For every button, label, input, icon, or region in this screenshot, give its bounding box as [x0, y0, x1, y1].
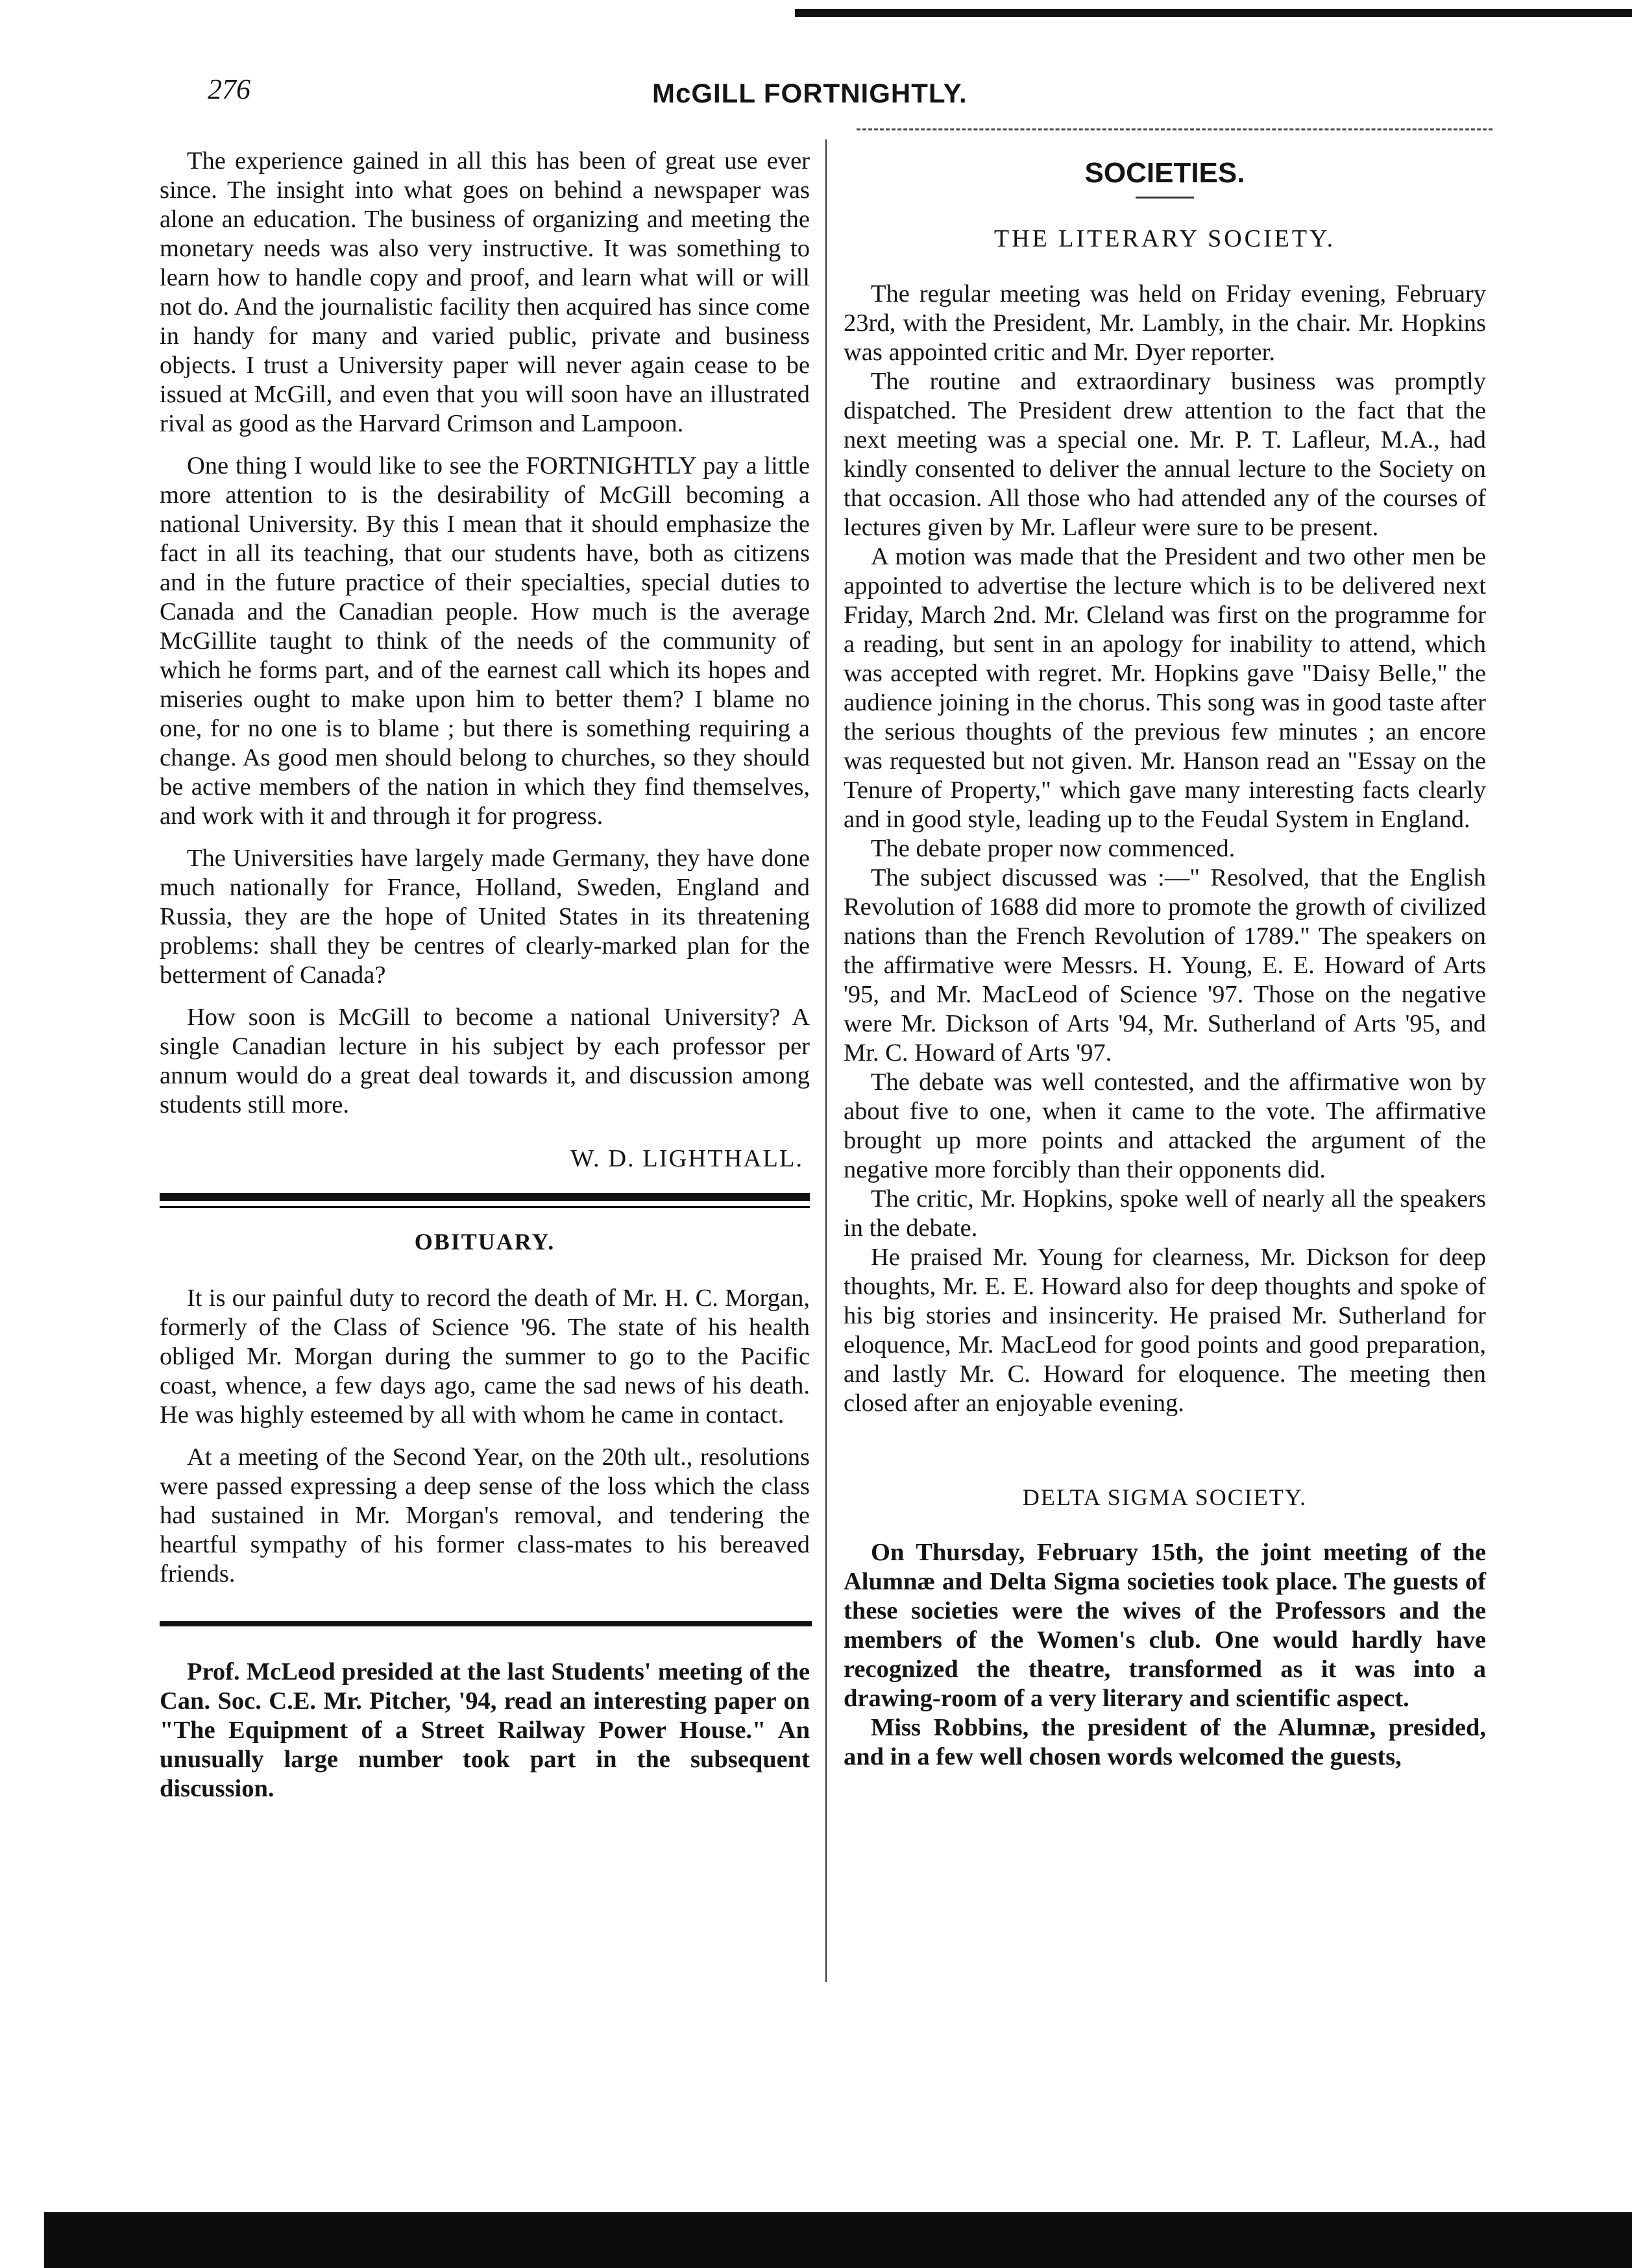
page-number: 276: [208, 73, 250, 105]
top-rule: [795, 9, 1632, 17]
literary-paragraph-5: The subject discussed was :—" Resolved, that the English Revolution of 1688 did more to promote the growth of civilized nations than the French Revolution of 1789." The speakers on the affirmative were Messrs. H. Young, E. E. Howard of Arts '95, and Mr. MacLeod of Science '97. Those on the negative were Mr. Dickson of Arts '94, Mr. Sutherland of Arts '95, and Mr. C. Howard of Arts '97.: [844, 864, 1486, 1067]
letter-article: [160, 147, 810, 1174]
literary-society-title: THE LITERARY SOCIETY.: [993, 225, 1336, 252]
literary-paragraph-1: The regular meeting was held on Friday evening, February 23rd, with the President, Mr. Lambly, in the chair. Mr. Hopkins was appointed critic and Mr. Dyer reporter.: [844, 280, 1486, 366]
obituary-paragraph-1: It is our painful duty to record the death of Mr. H. C. Morgan, formerly of the Class of Science '96. The state of his health obliged Mr. Morgan during the summer to go to the Pacific coast, whence, a few days ago, came the sad news of his death. He was highly esteemed by all with whom he came in contact.: [160, 1285, 810, 1429]
header-dashed-rule: [857, 128, 1492, 130]
obituary-paragraph-2: At a meeting of the Second Year, on the 20th ult., resolutions were passed expressing a deep sense of the loss which the class had sustained in Mr. Morgan's removal, and tendering the heartful sympathy of his former class-mates to his bereaved friends.: [160, 1443, 810, 1587]
letter-paragraph-2: One thing I would like to see the FORTNIGHTLY pay a little more attention to is the desirability of McGill becoming a national University. By this I mean that it should emphasize the fact in all its teaching, that our students have, both as citizens and in the future practice of their specialties, special duties to Canada and the Canadian people. How much is the average McGillite taught to think of the needs of the community of which he forms part, and of the earnest call which its hopes and miseries ought to make upon him to better them? I blame no one, for no one is to blame ; but there is something requiring a change. As good men should belong to churches, so they should be active members of the nation in which they find themselves, and work with it and through it for progress.: [160, 452, 810, 830]
letter-paragraph-4: How soon is McGill to become a national University? A single Canadian lecture in his subject by each professor per annum would do a great deal towards it, and discussion among students still more.: [160, 1004, 810, 1118]
delta-sigma-article: [844, 1483, 1486, 1772]
societies-heading: SOCIETIES.: [1084, 157, 1245, 189]
letter-signature: W. D. LIGHTHALL.: [570, 1145, 803, 1172]
bottom-scan-bar: [44, 2212, 1632, 2268]
engineering-note: [160, 1658, 810, 1804]
column-divider: [825, 139, 827, 1982]
obituary-rule-thick: [160, 1193, 810, 1201]
running-head: McGILL FORTNIGHTLY.: [652, 78, 968, 108]
literary-paragraph-6: The debate was well contested, and the affirmative won by about five to one, when it came to the vote. The affirmative brought up more points and attacked the argument of the negative more forcibly than their opponents did.: [844, 1068, 1486, 1183]
literary-society-article: [844, 224, 1486, 1418]
obituary-rule-thin: [160, 1206, 810, 1208]
literary-paragraph-3: A motion was made that the President and two other men be appointed to advertise the lecture which is to be delivered next Friday, March 2nd. Mr. Cleland was first on the programme for a reading, but sent in an apology for inability to attend, which was accepted with regret. Mr. Hopkins gave "Daisy Belle," the audience joining in the chorus. This song was in good taste after the serious thoughts of the previous few minutes ; an encore was requested but not given. Mr. Hanson read an "Essay on the Tenure of Property," which gave many interesting facts clearly and in good style, leading up to the Feudal System in England.: [844, 543, 1486, 833]
delta-sigma-title: DELTA SIGMA SOCIETY.: [1022, 1484, 1308, 1510]
delta-paragraph-2: Miss Robbins, the president of the Alumnæ, presided, and in a few well chosen words welcomed the guests,: [844, 1714, 1486, 1770]
delta-paragraph-1: On Thursday, February 15th, the joint meeting of the Alumnæ and Delta Sigma societies took place. The guests of these societies were the wives of the Professors and the members of the Women's club. One would hardly have recognized the theatre, transformed as it was into a drawing-room of a very literary and scientific aspect.: [844, 1539, 1486, 1712]
letter-paragraph-1: The experience gained in all this has been of great use ever since. The insight into what goes on behind a newspaper was alone an education. The business of organizing and meeting the monetary needs was also very instructive. It was something to learn how to handle copy and proof, and learn what will or will not do. And the journalistic facility then acquired has since come in handy for many and varied public, private and business objects. I trust a University paper will never again cease to be issued at McGill, and even that you will soon have an illustrated rival as good as the Harvard Crimson and Lampoon.: [160, 147, 810, 437]
literary-paragraph-7: The critic, Mr. Hopkins, spoke well of nearly all the speakers in the debate.: [844, 1185, 1486, 1242]
note-paragraph: Prof. McLeod presided at the last Students' meeting of the Can. Soc. C.E. Mr. Pitcher, '94, read an interesting paper on "The Equipment of a Street Railway Power House." An unusually large number took part in the subsequent discussion.: [160, 1658, 810, 1802]
right-column: [844, 147, 1486, 1772]
left-column: [160, 147, 810, 1804]
obituary-article: [160, 1227, 810, 1589]
letter-paragraph-3: The Universities have largely made Germany, they have done much nationally for France, Holland, Sweden, England and Russia, they are the hope of United States in its threatening problems: shall they be centres of clearly-marked plan for the betterment of Canada?: [160, 845, 810, 989]
literary-paragraph-4: The debate proper now commenced.: [871, 835, 1236, 862]
note-rule: [160, 1621, 812, 1626]
literary-paragraph-2: The routine and extraordinary business was promptly dispatched. The President drew attention to the fact that the next meeting was a special one. Mr. P. T. Lafleur, M.A., had kindly consented to deliver the annual lecture to the Society on that occasion. All those who had attended any of the courses of lectures given by Mr. Lafleur were sure to be present.: [844, 368, 1486, 541]
societies-rule: [1136, 197, 1194, 199]
obituary-title: OBITUARY.: [414, 1229, 555, 1255]
literary-paragraph-8: He praised Mr. Young for clearness, Mr. Dickson for deep thoughts, Mr. E. E. Howard also for deep thoughts and spoke of his big stories and insincerity. He praised Mr. Sutherland for eloquence, Mr. MacLeod for good points and good preparation, and lastly Mr. C. Howard for eloquence. The meeting then closed after an enjoyable evening.: [844, 1244, 1486, 1417]
